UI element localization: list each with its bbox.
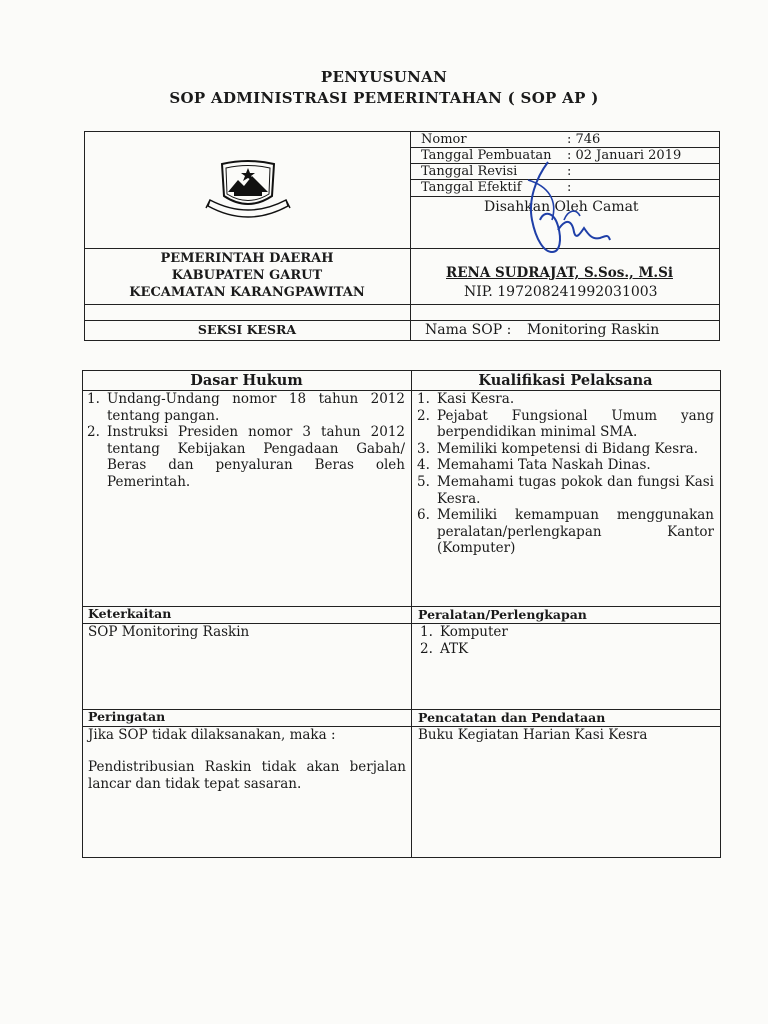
tanggal-pembuatan-value: : 02 Januari 2019 [567, 148, 682, 163]
list-item: 1. Kasi Kesra. [417, 391, 515, 407]
sop-name-label: Nama SOP : [425, 322, 512, 338]
tanggal-revisi-label: Tanggal Revisi [421, 164, 518, 179]
list-item: 2. Instruksi Presiden nomor 3 tahun 2012 tentang Kebijakan Pengadaan Gabah/ Beras dan penyaluran Beras oleh Pemerintah. [87, 424, 405, 490]
peralatan-list [420, 624, 710, 657]
peringatan-line1: Jika SOP tidak dilaksanakan, maka : [88, 727, 336, 743]
peringatan-line2: Pendistribusian Raskin tidak akan berjalan lancar dan tidak tepat sasaran. [88, 759, 406, 792]
sop-name-value: Monitoring Raskin [527, 322, 660, 338]
tanggal-pembuatan-label: Tanggal Pembuatan [421, 148, 552, 163]
org-line-1: PEMERINTAH DAERAH [160, 251, 334, 266]
approved-by: Disahkan Oleh Camat [484, 199, 639, 215]
peralatan-header: Peralatan/Perlengkapan [418, 607, 587, 622]
peringatan-header: Peringatan [88, 709, 166, 724]
list-item: 4. Memahami Tata Naskah Dinas. [417, 457, 651, 474]
list-item: 3. Memiliki kompetensi di Bidang Kesra. [417, 440, 698, 457]
list-item: 2. ATK [420, 640, 469, 657]
tanggal-efektif-label: Tanggal Efektif [421, 180, 522, 195]
kualifikasi-header: Kualifikasi Pelaksana [478, 372, 653, 389]
pencatatan-text: Buku Kegiatan Harian Kasi Kesra [418, 727, 648, 743]
tanggal-revisi-value: : [567, 164, 572, 179]
doc-title-line1: PENYUSUNAN [320, 68, 448, 86]
keterkaitan-text: SOP Monitoring Raskin [88, 624, 250, 640]
pencatatan-header: Pencatatan dan Pendataan [418, 710, 606, 725]
list-item: 1. Undang-Undang nomor 18 tahun 2012 tentang pangan. [87, 391, 405, 424]
keterkaitan-header: Keterkaitan [88, 606, 172, 621]
org-line-3: KECAMATAN KARANGPAWITAN [129, 285, 365, 300]
dasar-hukum-list [87, 391, 405, 491]
dasar-hukum-header: Dasar Hukum [190, 372, 303, 389]
list-item: 1. Komputer [420, 624, 508, 640]
tanggal-efektif-value: : [567, 180, 572, 195]
garut-emblem-logo [200, 156, 296, 228]
list-item: 5. Memahami tugas pokok dan fungsi Kasi Kesra. [417, 473, 714, 507]
list-item: 2. Pejabat Fungsional Umum yang berpendidikan minimal SMA. [417, 407, 714, 441]
org-line-2: KABUPATEN GARUT [171, 268, 323, 283]
nomor-value: : 746 [567, 132, 601, 147]
section-name: SEKSI KESRA [197, 322, 297, 337]
signature-image [488, 160, 628, 280]
nomor-label: Nomor [421, 132, 467, 147]
official-name: RENA SUDRAJAT, S.Sos., M.Si [446, 265, 673, 281]
list-item: 6. Memiliki kemampuan menggunakan peralatan/perlengkapan Kantor (Komputer) [417, 507, 714, 557]
kualifikasi-list [417, 391, 714, 557]
official-nip: NIP. 197208241992031003 [464, 284, 658, 300]
doc-title-line2: SOP ADMINISTRASI PEMERINTAHAN ( SOP AP ) [169, 89, 599, 107]
